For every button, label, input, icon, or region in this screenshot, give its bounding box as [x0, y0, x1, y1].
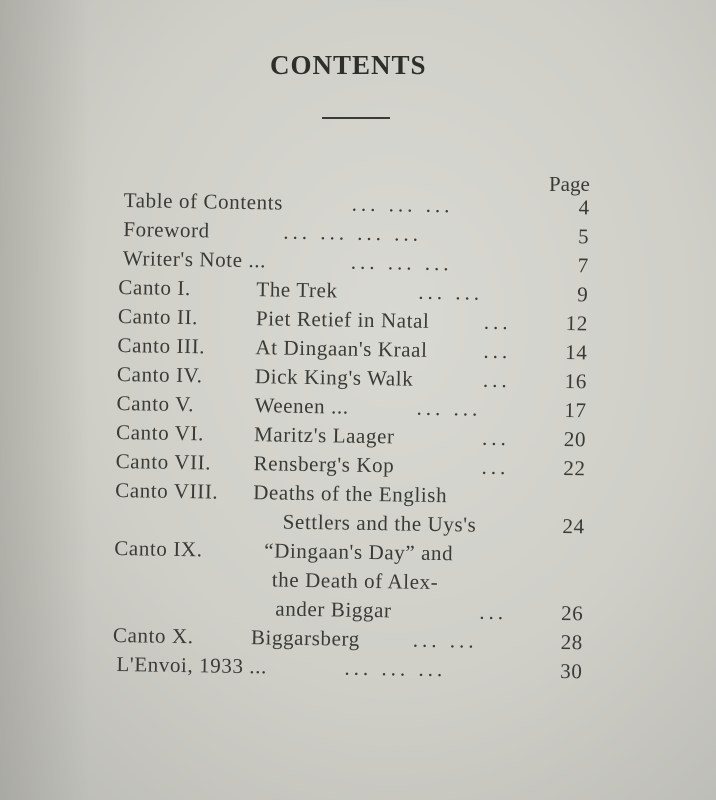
- table-of-contents: [112, 186, 600, 686]
- entry-title: Biggarsberg: [250, 625, 360, 651]
- heading-rule: [322, 117, 390, 119]
- entry-page: 12: [565, 311, 589, 336]
- leader-dots: ... ...: [412, 627, 478, 653]
- entry-title: the Death of Alex-: [271, 567, 439, 595]
- entry-page: 28: [560, 629, 584, 655]
- entry-title: Rensberg's Kop: [253, 451, 395, 478]
- canto-label: Canto IV.: [116, 361, 203, 388]
- entry-page: 22: [563, 456, 586, 481]
- toc-entry: [112, 650, 592, 687]
- contents-heading: CONTENTS: [270, 50, 427, 80]
- canto-label: Canto II.: [117, 303, 199, 330]
- leader-dots: ...: [479, 599, 508, 625]
- leader-dots: ... ... ...: [344, 655, 447, 682]
- leader-dots: ...: [481, 454, 510, 480]
- canto-label: Canto VI.: [115, 419, 205, 446]
- entry-page: 7: [577, 253, 589, 278]
- leader-dots: ...: [481, 425, 511, 451]
- leader-dots: ...: [482, 367, 511, 393]
- leader-dots: ...: [483, 338, 512, 364]
- entry-page: 14: [565, 340, 588, 365]
- entry-page: 5: [577, 224, 590, 249]
- entry-page: 9: [577, 282, 589, 307]
- canto-label: Canto IX.: [114, 535, 203, 562]
- page-shadow: [0, 0, 90, 800]
- entry-page: 26: [560, 600, 584, 626]
- canto-label: Canto III.: [117, 332, 206, 359]
- entry-page: 20: [563, 427, 587, 452]
- entry-title: Table of Contents: [123, 188, 284, 215]
- entry-title: Foreword: [123, 217, 210, 243]
- entry-title: ander Biggar: [275, 596, 392, 623]
- entry-title: The Trek: [256, 277, 338, 303]
- leader-dots: ... ...: [418, 279, 484, 305]
- leader-dots: ...: [483, 309, 512, 335]
- entry-page: 4: [578, 195, 590, 220]
- leader-dots: ... ...: [416, 395, 482, 421]
- entry-title: Deaths of the English: [253, 480, 448, 508]
- entry-page: 17: [564, 398, 587, 423]
- entry-page: 16: [564, 369, 588, 394]
- entry-page: 24: [562, 513, 585, 539]
- entry-title: “Dingaan's Day” and: [264, 538, 454, 566]
- canto-label: Canto I.: [118, 274, 192, 301]
- entry-title: Weenen ...: [254, 393, 349, 419]
- entry-title: Settlers and the Uys's: [282, 509, 477, 537]
- canto-label: Canto X.: [112, 622, 194, 649]
- leader-dots: ... ... ...: [350, 249, 453, 276]
- entry-title: Writer's Note ...: [122, 246, 267, 273]
- entry-title: At Dingaan's Kraal: [255, 335, 428, 362]
- entry-page: 30: [560, 658, 583, 684]
- canto-label: Canto V.: [116, 390, 195, 417]
- canto-label: Canto VII.: [115, 448, 212, 475]
- canto-label: Canto VIII.: [115, 477, 219, 504]
- entry-title: Dick King's Walk: [254, 364, 414, 391]
- entry-title: L'Envoi, 1933 ...: [116, 652, 268, 679]
- entry-title: Piet Retief in Natal: [255, 306, 430, 333]
- entry-title: Maritz's Laager: [253, 422, 395, 449]
- page-column-label: Page: [549, 172, 590, 196]
- leader-dots: ... ... ... ...: [283, 219, 423, 246]
- leader-dots: ... ... ...: [351, 191, 454, 218]
